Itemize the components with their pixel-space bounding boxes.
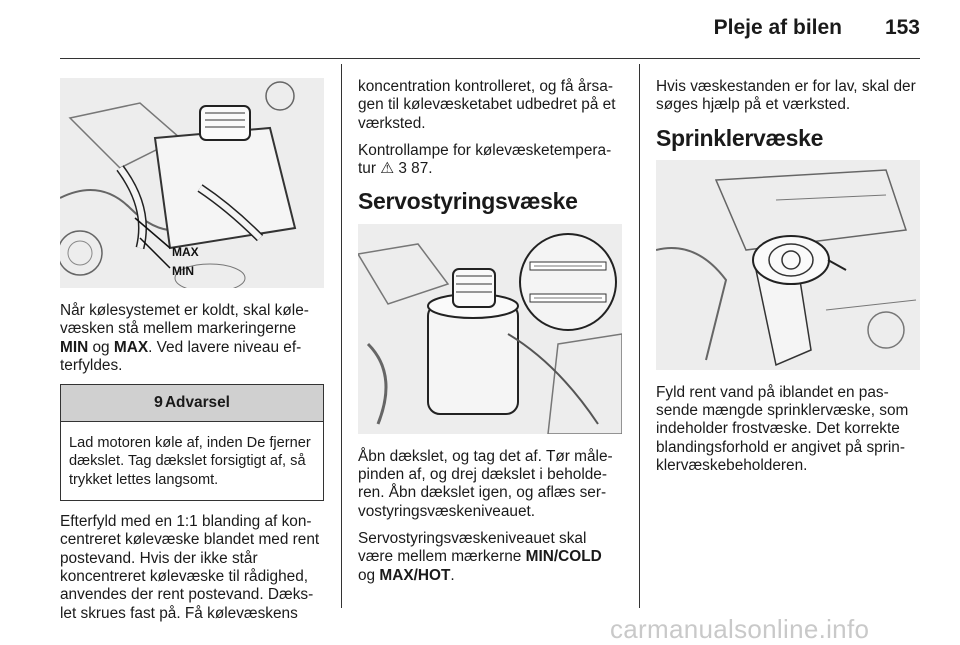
section-heading-power-steering: Servostyringsvæske [358,188,578,215]
header-rule [60,58,920,59]
coolant-temperature-icon: ⚠ [380,160,395,178]
column-3 [656,78,922,484]
coolant-warning-light-paragraph: Kontrollampe for kølevæsketemperatur ⚠ 3 87. [358,141,612,178]
warning-icon: 9 [154,394,163,412]
label-max: MAX [172,245,199,259]
column-divider-1 [341,64,342,608]
coolant-level-paragraph: Når kølesystemet er koldt, skal kølevæsken stå mellem markeringerne MIN og MAX. Ved lavere niveau efterfyldes. [60,302,309,374]
warning-box [60,384,324,501]
low-fluid-paragraph: Hvis væskestanden er for lav, skal der søges hjælp på et værksted. [656,78,916,114]
coolant-reservoir-illustration [60,78,324,288]
washer-fluid-paragraph: Fyld rent vand på iblandet en passende mængde sprinklervæske, som indeholder frostvæske. Det korrekte blandingsforhold er angivet på sprinklervæskebeholderen. [656,383,909,475]
page-header [0,0,960,60]
column-2 [358,78,622,594]
washer-fluid-figure [656,160,920,370]
coolant-refill-paragraph: Efterfyld med en 1:1 blanding af koncentreret kølevæske blandet med rent postevand. Hvis der ikke står koncentreret kølevæske til rådighed, anvendes der rent postevand. Dækslet skrues fast på. Få kølevæskens [60,513,320,622]
power-steering-check-paragraph: Åbn dækslet, og tag det af. Tør målepinden af, og drej dækslet i beholderen. Åbn dækslet igen, og aflæs servostyringsvæskeniveauet. [358,447,613,520]
page-title: Pleje af bilen [713,16,842,39]
label-min: MIN [172,264,194,278]
page-number: 153 [884,16,920,39]
power-steering-figure [358,224,622,434]
power-steering-level-paragraph: Servostyringsvæskeniveauet skal være mellem mærkerne MIN/COLD og MAX/HOT. [358,529,602,584]
warning-header [61,385,323,422]
power-steering-illustration [358,224,622,434]
column-1 [60,78,324,632]
coolant-reservoir-figure [60,78,324,288]
section-heading-washer-fluid: Sprinklervæske [656,124,824,151]
warning-text: Lad motoren køle af, inden De fjerner dækslet. Tag dækslet forsigtigt af, så trykket lettes langsomt. [69,435,311,488]
coolant-continued-paragraph: koncentration kontrolleret, og få årsagen til kølevæsketabet udbedret på et værksted. [358,78,616,132]
warning-title: Advarsel [164,394,230,412]
watermark: carmanualsonline.info [610,614,870,644]
washer-fluid-illustration [656,160,920,370]
column-divider-2 [639,64,640,608]
